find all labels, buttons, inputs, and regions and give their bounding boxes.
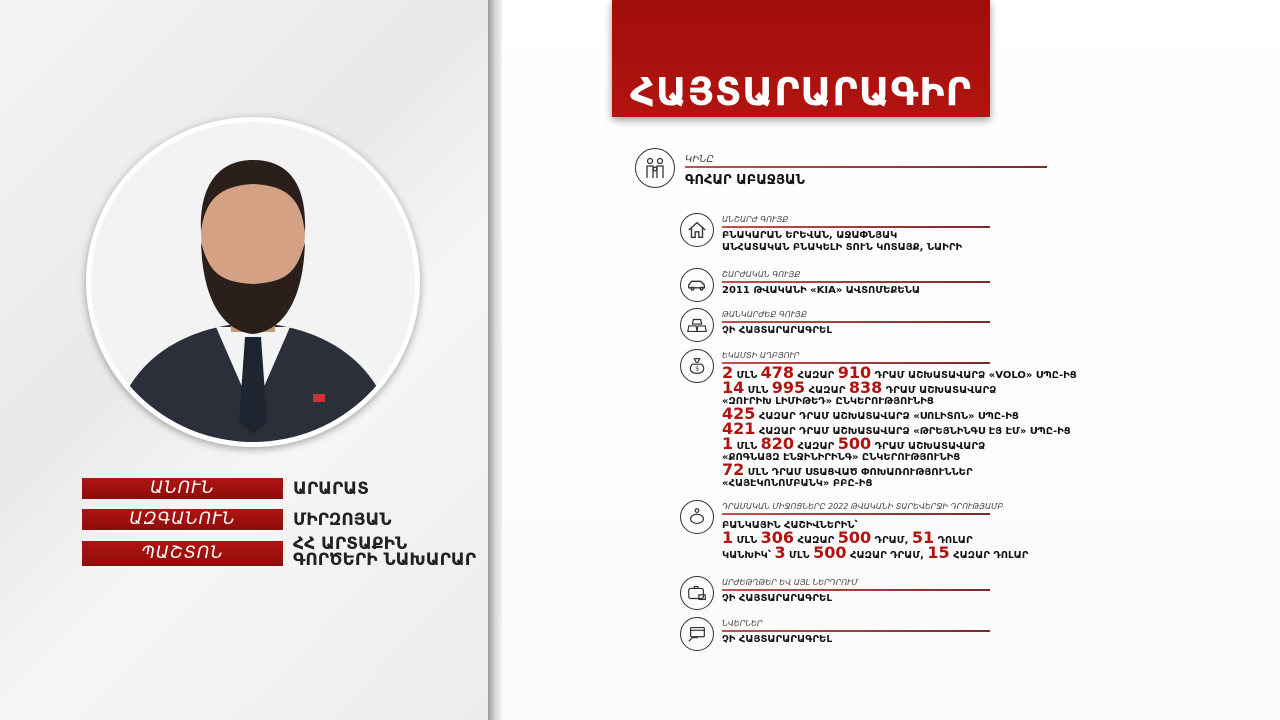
amount-number: 838 bbox=[848, 378, 883, 397]
amount-text: «ԶՈՒՐԻԽ ԼԻՄԻԹԵԴ» ԸՆԿԵՐՈՒԹՅՈՒՆԻՑ bbox=[722, 396, 934, 407]
amount-text: ՀԱԶԱՐ bbox=[794, 535, 838, 546]
income-line bbox=[722, 434, 1077, 453]
amount-number: 995 bbox=[771, 378, 806, 397]
family-icon bbox=[635, 148, 675, 188]
movable-text: 2011 ԹՎԱԿԱՆԻ «KIA» ԱՎՏՈՄԵՔԵՆԱ bbox=[722, 285, 920, 296]
position-value bbox=[293, 536, 476, 568]
portrait-photo bbox=[86, 117, 420, 447]
cash-label: ԴՐԱՄԱԿԱՆ ՄԻՋՈՑՆԵՐԸ 2022 ԹՎԱԿԱՆԻ ՏԱՐԵՎԵՐՋԻ ԴՐՈՒԹՅԱՄԲ bbox=[722, 502, 1004, 511]
real-estate-line: ԲՆԱԿԱՐԱՆ ԵՐԵՎԱՆ, ԱՋԱՓՆՅԱԿ bbox=[722, 230, 898, 241]
amount-text: ՄԼՆ bbox=[744, 385, 772, 396]
income-line bbox=[722, 460, 1077, 479]
amount-text: ՄԼՆ bbox=[733, 441, 761, 452]
amount-number: 500 bbox=[837, 528, 872, 547]
divider bbox=[722, 281, 990, 283]
real-estate-label: ԱՆՇԱՐԺ ԳՈՒՅՔ bbox=[722, 215, 789, 224]
card-hand-icon bbox=[680, 617, 714, 651]
amount-text: ՀԱԶԱՐ ԴՈԼԱՐ bbox=[949, 550, 1029, 561]
amount-text: ՄԼՆ bbox=[733, 535, 761, 546]
divider bbox=[722, 630, 990, 632]
amount-number: 3 bbox=[774, 543, 786, 562]
amount-number: 72 bbox=[722, 460, 745, 479]
income-list bbox=[722, 363, 1077, 489]
amount-text: ՄԼՆ bbox=[785, 550, 814, 561]
spouse-label: ԿԻՆԸ bbox=[685, 154, 714, 165]
amount-number: 1 bbox=[722, 528, 734, 547]
surname-value: ՄԻՐԶՈՅԱՆ bbox=[293, 510, 392, 530]
cash-line bbox=[722, 528, 1028, 547]
valuables-label: ԹԱՆԿԱՐԺԵՔ ԳՈՒՅՔ bbox=[722, 310, 807, 319]
amount-text: «ՀԱՅԷԿՈՆՈՄԲԱՆԿ» ԲԲԸ-ԻՑ bbox=[722, 478, 873, 489]
amount-text: ՀԱԶԱՐ bbox=[794, 441, 838, 452]
briefcase-icon bbox=[680, 576, 714, 610]
amount-number: 910 bbox=[837, 363, 872, 382]
amount-number: 421 bbox=[722, 419, 756, 438]
amount-text: ՄԼՆ ԴՐԱՄ ՍՏԱՑՎԱԾ ՓՈԽԱՌՈՒԹՅՈՒՆՆԵՐ bbox=[744, 467, 973, 478]
amount-number: 51 bbox=[911, 528, 935, 547]
page-spine bbox=[488, 0, 502, 720]
valuables-text: ՉԻ ՀԱՅՏԱՐԱՐԱԳՐԵԼ bbox=[722, 325, 832, 336]
amount-text: ԿԱՆԽԻԿ՝ bbox=[722, 550, 775, 561]
income-line bbox=[722, 378, 1077, 397]
gifts-text: ՉԻ ՀԱՅՏԱՐԱՐԱԳՐԵԼ bbox=[722, 634, 832, 645]
amount-number: 306 bbox=[760, 528, 795, 547]
amount-text: ՀԱԶԱՐ bbox=[794, 370, 838, 381]
real-estate-line: ԱՆՀԱՏԱԿԱՆ ԲՆԱԿԵԼԻ ՏՈՒՆ ԿՈՏԱՅՔ, ՆԱԻՐԻ bbox=[722, 242, 963, 253]
amount-text: ՀԱԶԱՐ ԴՐԱՄ ԱՇԽԱՏԱՎԱՐՁ «ԹՐԵՅՆԻՆԳՍ ԷՅ ԷՄ» ՍՊԸ-ԻՑ bbox=[755, 426, 1071, 437]
amount-text: ԴՈԼԱՐ bbox=[934, 535, 973, 546]
page-title: ՀԱՅՏԱՐԱՐԱԳԻՐ bbox=[612, 0, 990, 117]
spouse-name: ԳՈՀԱՐ ԱԲԱՋՅԱՆ bbox=[685, 173, 805, 188]
securities-text: ՉԻ ՀԱՅՏԱՐԱՐԱԳՐԵԼ bbox=[722, 593, 832, 604]
name-label: ԱՆՈՒՆ bbox=[82, 478, 283, 499]
amount-number: 2 bbox=[722, 363, 734, 382]
gifts-label: ՆՎԵՐՆԵՐ bbox=[722, 619, 763, 628]
securities-label: ԱՐԺԵԹՂԹԵՐ ԵՎ ԱՅԼ ՆԵՐԴՐՈՒՄ bbox=[722, 578, 858, 587]
amount-text: ՀԱԶԱՐ ԴՐԱՄ ԱՇԽԱՏԱՎԱՐՁ «ՍՈԼԻՏՈՆ» ՍՊԸ-ԻՑ bbox=[755, 411, 1019, 422]
amount-text: ՀԱԶԱՐ bbox=[805, 385, 849, 396]
amount-number: 14 bbox=[722, 378, 745, 397]
income-line bbox=[722, 452, 1077, 463]
amount-text: ԲԱՆԿԱՅԻՆ ՀԱՇԻՎՆԵՐԻՆ՝ bbox=[722, 520, 858, 531]
gold-bars-icon bbox=[680, 308, 714, 342]
amount-number: 1 bbox=[722, 434, 734, 453]
real-estate-text bbox=[722, 230, 962, 254]
income-line bbox=[722, 404, 1077, 423]
money-bag-icon bbox=[680, 349, 714, 383]
income-line bbox=[722, 478, 1077, 489]
amount-number: 500 bbox=[813, 543, 847, 562]
movable-label: ՇԱՐԺԱԿԱՆ ԳՈՒՅՔ bbox=[722, 270, 801, 279]
income-line bbox=[722, 396, 1077, 407]
amount-text: ԴՐԱՄ ԱՇԽԱՏԱՎԱՐՁ bbox=[871, 441, 986, 452]
amount-number: 15 bbox=[927, 543, 950, 562]
amount-text: «ՔՈԳՆԱՅԶ ԷՆՋԻՆԻՐԻՆԳ» ԸՆԿԵՐՈՒԹՅՈՒՆԻՑ bbox=[722, 452, 961, 463]
surname-label: ԱԶԳԱՆՈՒՆ bbox=[82, 509, 283, 530]
amount-text: ԴՐԱՄ ԱՇԽԱՏԱՎԱՐՁ «VOLO» ՍՊԸ-ԻՑ bbox=[871, 370, 1077, 381]
position-line2: ԳՈՐԾԵՐԻ ՆԱԽԱՐԱՐ bbox=[293, 550, 477, 570]
amount-text: ԴՐԱՄ, bbox=[871, 535, 912, 546]
divider bbox=[722, 589, 990, 591]
position-line1: ՀՀ ԱՐՏԱՔԻՆ bbox=[293, 534, 408, 554]
amount-number: 478 bbox=[760, 363, 795, 382]
name-value: ԱՐԱՐԱՏ bbox=[293, 479, 369, 499]
cash-list bbox=[722, 520, 1028, 561]
house-icon bbox=[680, 213, 714, 247]
amount-text: ՀԱԶԱՐ ԴՐԱՄ, bbox=[846, 550, 928, 561]
car-icon bbox=[680, 268, 714, 302]
amount-number: 425 bbox=[722, 404, 756, 423]
piggy-bank-icon bbox=[680, 500, 714, 534]
income-label: ԵԿԱՄՏԻ ԱՂԲՅՈՒՐ bbox=[722, 351, 800, 360]
divider bbox=[722, 226, 990, 228]
divider bbox=[722, 321, 990, 323]
divider bbox=[722, 513, 990, 515]
amount-text: ՄԼՆ bbox=[733, 370, 761, 381]
svg-text:$: $ bbox=[695, 364, 700, 373]
divider bbox=[685, 166, 1047, 168]
cash-line bbox=[722, 543, 1029, 562]
position-label: ՊԱՇՏՈՆ bbox=[82, 541, 283, 566]
amount-number: 500 bbox=[837, 434, 872, 453]
amount-number: 820 bbox=[760, 434, 795, 453]
amount-text: ԴՐԱՄ ԱՇԽԱՏԱՎԱՐՁ bbox=[882, 385, 997, 396]
